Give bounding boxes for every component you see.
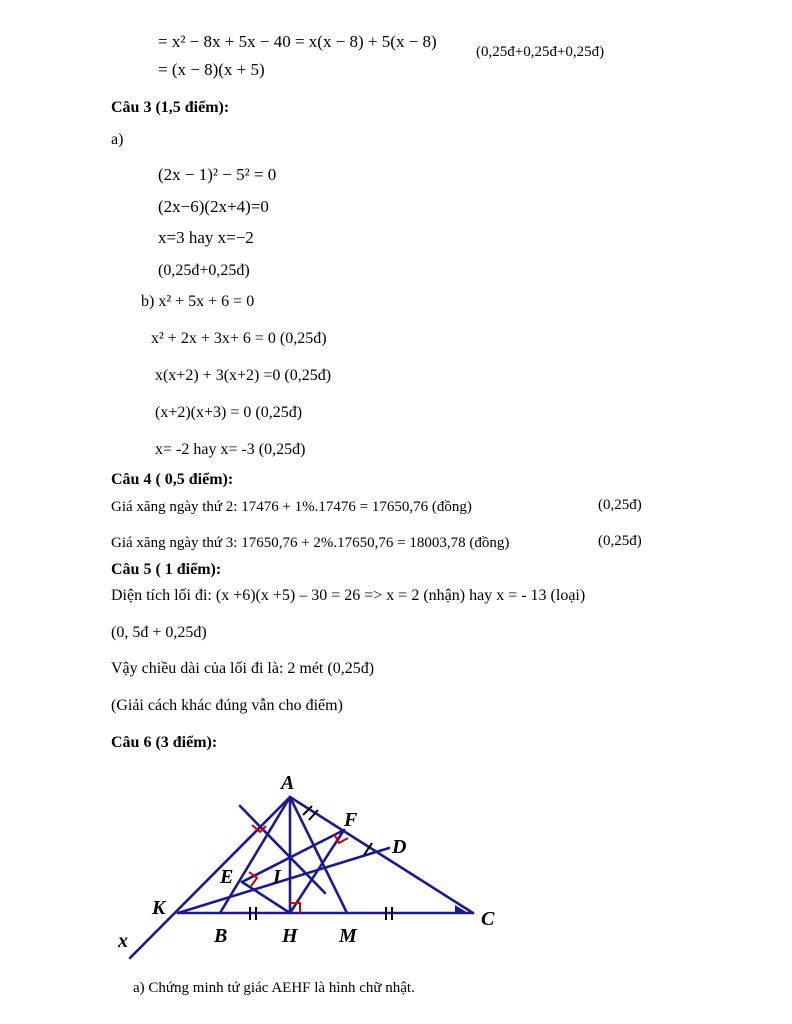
cau3-a-step-2: (2x−6)(2x+4)=0 [158, 197, 269, 216]
cau5-area: Diện tích lối đi: (x +6)(x +5) – 30 = 26 => x = 2 (nhận) hay x = - 13 (loại) [111, 587, 586, 604]
cau6-heading: Câu 6 (3 điểm): [111, 734, 218, 751]
cau5-note: (Giải cách khác đúng vẫn cho điểm) [111, 697, 343, 714]
label-m: M [339, 925, 357, 947]
algebra-line-2: = (x − 8)(x + 5) [158, 60, 265, 79]
cau3-heading: Câu 3 (1,5 điểm): [111, 99, 230, 116]
cau3-a-step-1: (2x − 1)² − 5² = 0 [158, 165, 277, 184]
cau3-b-step-5: x= -2 hay x= -3 (0,25đ) [155, 441, 306, 458]
cau3-b-step-3: x(x+2) + 3(x+2) =0 (0,25đ) [155, 367, 332, 384]
cau4-day3-score: (0,25đ) [598, 533, 642, 549]
cau4-day2: Giá xăng ngày thứ 2: 17476 + 1%.17476 = 17650,76 (đồng) [111, 499, 472, 515]
cau3-b-step-2: x² + 2x + 3x+ 6 = 0 (0,25đ) [151, 330, 327, 347]
algebra-line-1: = x² − 8x + 5x − 40 = x(x − 8) + 5(x − 8) [158, 32, 437, 51]
label-c: C [481, 908, 495, 930]
score-line-1: (0,25đ+0,25đ+0,25đ) [476, 44, 605, 60]
cau5-conclusion: Vậy chiều dài của lối đi là: 2 mét (0,25đ) [111, 660, 375, 677]
cau3-a-score: (0,25đ+0,25đ) [158, 262, 250, 279]
label-i: I [273, 866, 281, 888]
segment-ab-extension [130, 797, 290, 958]
label-k: K [152, 897, 166, 919]
label-e: E [220, 866, 234, 888]
cau5-score: (0, 5đ + 0,25đ) [111, 624, 207, 641]
label-a: A [281, 772, 295, 794]
cau6-part-a: a) Chứng minh tứ giác AEHF là hình chữ nhật. [133, 980, 415, 996]
cau4-day3: Giá xăng ngày thứ 3: 17650,76 + 2%.17650,76 = 18003,78 (đồng) [111, 535, 510, 551]
label-d: D [392, 836, 407, 858]
cau3-a-step-3: x=3 hay x=−2 [158, 228, 254, 247]
segment-kd [178, 848, 389, 913]
label-x: x [118, 930, 128, 952]
cau5-heading: Câu 5 ( 1 điểm): [111, 561, 222, 578]
cau3-part-a: a) [111, 131, 124, 148]
cau3-b-step-1: b) x² + 5x + 6 = 0 [141, 293, 255, 310]
cau4-day2-score: (0,25đ) [598, 497, 642, 513]
cau4-heading: Câu 4 ( 0,5 điểm): [111, 471, 234, 488]
label-h: H [282, 925, 298, 947]
cau3-b-step-4: (x+2)(x+3) = 0 (0,25đ) [155, 404, 303, 421]
label-b: B [214, 925, 228, 947]
label-f: F [344, 809, 358, 831]
